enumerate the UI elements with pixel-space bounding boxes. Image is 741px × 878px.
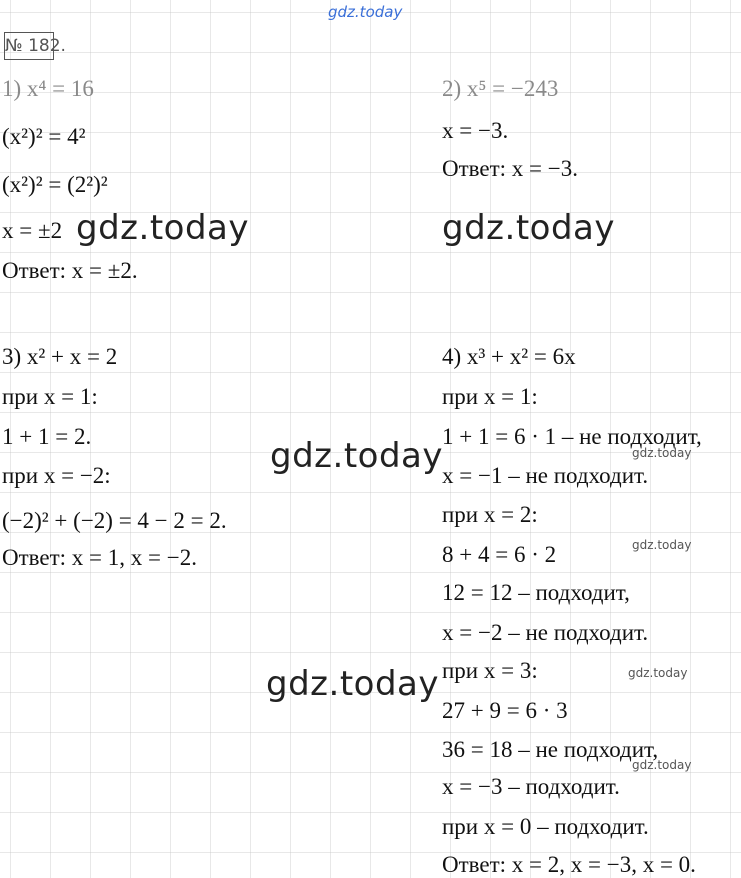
part3-title: 3) x² + x = 2 [2, 344, 118, 369]
part1-answer: Ответ: x = ±2. [2, 258, 138, 283]
part1-step1: (x²)² = 4² [2, 124, 86, 149]
watermark-big: gdz.today [76, 208, 249, 248]
part4-step: при x = 3: [442, 658, 538, 683]
part3-step3: при x = −2: [2, 463, 111, 488]
watermark-small: gdz.today [628, 666, 688, 680]
top-watermark: gdz.today [328, 3, 403, 21]
part4-step: 8 + 4 = 6 · 2 [442, 542, 557, 567]
part3-step2: 1 + 1 = 2. [2, 424, 92, 449]
part4-step: 1 + 1 = 6 · 1 – не подходит, [442, 424, 702, 449]
part4-answer: Ответ: x = 2, x = −3, x = 0. [442, 852, 696, 877]
part4-step: при x = 1: [442, 384, 538, 409]
part4-step: x = −2 – не подходит. [442, 620, 649, 645]
part2-step1: x = −3. [442, 118, 509, 143]
part4-step: при x = 2: [442, 502, 538, 527]
part3-step1: при x = 1: [2, 384, 98, 409]
part1-step3: x = ±2 [2, 218, 63, 243]
part3-answer: Ответ: x = 1, x = −2. [2, 545, 197, 570]
part4-step: x = −1 – не подходит. [442, 463, 649, 488]
problem-number-badge: № 182. [4, 32, 54, 60]
part2-title: 2) x⁵ = −243 [442, 76, 559, 101]
part4-step: при x = 0 – подходит. [442, 814, 649, 839]
part1-step2: (x²)² = (2²)² [2, 172, 108, 197]
watermark-small: gdz.today [632, 758, 692, 772]
part4-step: 36 = 18 – не подходит, [442, 737, 659, 762]
watermark-big: gdz.today [266, 664, 439, 704]
part4-title: 4) x³ + x² = 6x [442, 344, 576, 369]
part4-step: 12 = 12 – подходит, [442, 580, 630, 605]
part4-step: 27 + 9 = 6 · 3 [442, 698, 568, 723]
watermark-small: gdz.today [632, 538, 692, 552]
part4-step: x = −3 – подходит. [442, 774, 620, 799]
watermark-small: gdz.today [632, 446, 692, 460]
part3-step4: (−2)² + (−2) = 4 − 2 = 2. [2, 508, 227, 533]
part1-title: 1) x⁴ = 16 [2, 76, 94, 101]
part2-answer: Ответ: x = −3. [442, 156, 578, 181]
watermark-big: gdz.today [442, 208, 615, 248]
watermark-big: gdz.today [270, 436, 443, 476]
